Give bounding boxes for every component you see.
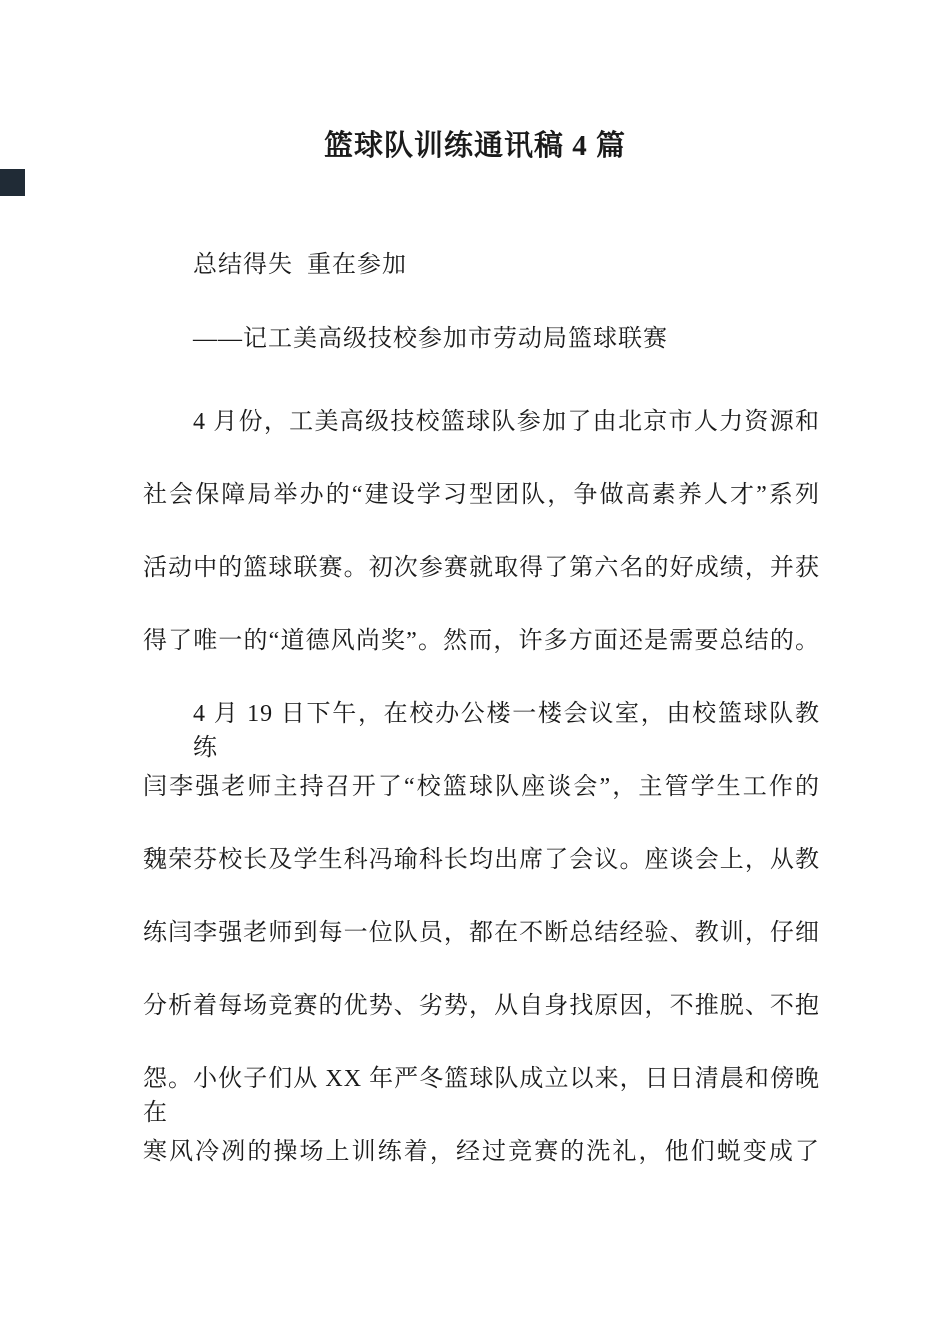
intro-subheading-line: ——记工美高级技校参加市劳动局篮球联赛 — [193, 326, 668, 352]
body-line: 怨。小伙子们从 XX 年严冬篮球队成立以来，日日清晨和傍晚在 — [143, 1066, 820, 1126]
intro-heading-line: 总结得失 重在参加 — [193, 252, 407, 278]
body-line: 寒风冷冽的操场上训练着，经过竞赛的洗礼，他们蜕变成了 — [143, 1139, 820, 1165]
body-line: 4 月 19 日下午，在校办公楼一楼会议室，由校篮球队教练 — [193, 701, 820, 761]
body-line: 社会保障局举办的“建设学习型团队，争做高素养人才”系列 — [143, 482, 820, 508]
body-line: 闫李强老师主持召开了“校篮球队座谈会”，主管学生工作的 — [143, 774, 820, 800]
body-line: 分析着每场竞赛的优势、劣势，从自身找原因，不推脱、不抱 — [143, 993, 820, 1019]
left-edge-marker — [0, 169, 25, 196]
body-line: 魏荣芬校长及学生科冯瑜科长均出席了会议。座谈会上，从教 — [143, 847, 820, 873]
body-line: 4 月份，工美高级技校篮球队参加了由北京市人力资源和 — [193, 409, 820, 435]
body-line: 练闫李强老师到每一位队员，都在不断总结经验、教训，仔细 — [143, 920, 820, 946]
document-title: 篮球队训练通讯稿 4 篇 — [323, 130, 626, 162]
body-line: 得了唯一的“道德风尚奖”。然而，许多方面还是需要总结的。 — [143, 628, 820, 654]
body-line: 活动中的篮球联赛。初次参赛就取得了第六名的好成绩，并获 — [143, 555, 820, 581]
